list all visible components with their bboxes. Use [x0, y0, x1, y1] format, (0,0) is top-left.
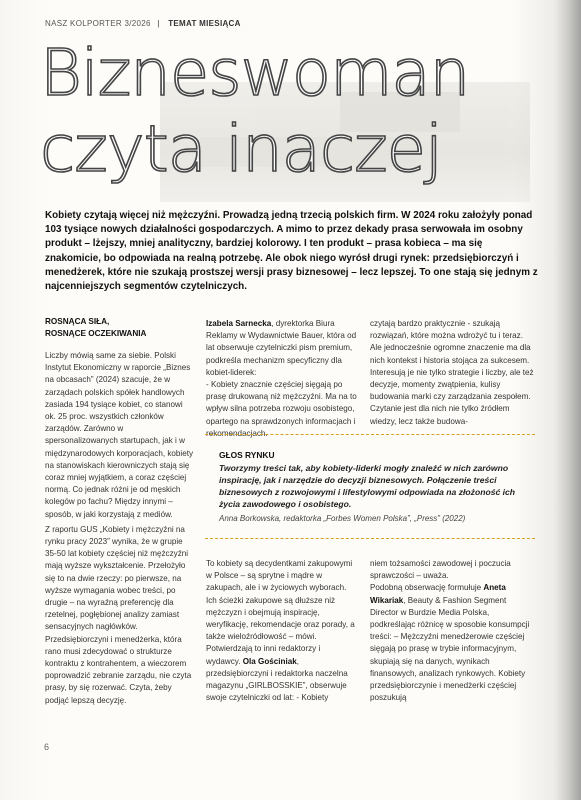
paragraph: Liczby mówią same za siebie. Polski Instytut Ekonomiczny w raporcie „Biznes na obcasach” (2024) szacuje, że w zarządach polskich spółek handlowych zasiada 194 tysiące kobiet, co stanowi ok. 25 proc. wszystkich członków zarządów. Zarówno w spersonalizowanych startupach, jak i w międzynarodowych korporacjach, kobiety na stanowiskach kierowniczych stają się coraz mniej wyjątkiem, a coraz częściej normą. Co jednak różni je od męskich kolegów po fachu? Między innymi – sposób, w jaki korzystają z mediów. [45, 351, 194, 519]
section-label: TEMAT MIESIĄCA [168, 19, 241, 28]
paragraph [370, 582, 535, 704]
column-1 [45, 316, 193, 707]
quote-top-rule [205, 434, 535, 435]
page-number: 6 [44, 742, 50, 752]
kicker-line-1: ROSNĄCA SIŁA, [45, 317, 110, 326]
quote-heading: GŁOS RYNKU [219, 450, 275, 460]
paragraph [206, 558, 356, 704]
column-2-top [206, 318, 358, 440]
person-name: Ola Gościniak [242, 656, 297, 666]
text-span: , Beauty & Fashion Segment Director w Burdzie Media Polska, podkreślając różnicę w sposobie konsumpcji treści: – Mężczyźni menedżerowie częściej sięgają po prasę w trybie informacyjnym, skupiają się na danych, wynikach finansowych, analizach rynkowych. Kobiety przedsiębiorczynie i menedżerki częściej poszukują [370, 595, 530, 703]
text-span: , przedsiębiorczyni i redaktorka naczelna magazynu „GIRLBOSSKIE”, obserwuje swoje czytelniczki od lat: - Kobiety [206, 656, 348, 703]
title-line-2: czyta inaczej [40, 113, 442, 187]
text-span: , dyrektorka Biura Reklamy w Wydawnictwie Bauer, która od lat obserwuje czytelniczki pism premium, podkreśla mechanizm specyficzny dla kobiet-liderek: [206, 319, 357, 377]
lead-paragraph: Kobiety czytają więcej niż mężczyźni. Prowadzą jedną trzecią polskich firm. W 2024 roku założyły ponad 103 tysiące nowych działalności gospodarczych. A mimo to przez dekady prasa serwowała im osobny produkt – lżejszy, mniej analityczny, bardziej kolorowy. I ten produkt – prasa kobieca – ma się znakomicie, bo odpowiada na realną potrzebę. Ale obok niego wyrósł drugi rynek: przedsiębiorczyń i menedżerek, które nie szukają prostszej wersji prasy biznesowej – lecz lepszej. To one stają się jednym z najcenniejszych segmentów czytelniczych. [45, 210, 538, 293]
article-title [40, 36, 469, 188]
pull-quote-box [205, 434, 535, 534]
column-3-bottom [370, 558, 535, 704]
section-kicker [45, 316, 193, 340]
issue-label: NASZ KOLPORTER 3/2026 [45, 19, 151, 28]
quote-text: Tworzymy treści tak, aby kobiety-liderki mogły znaleźć w nich zarówno inspirację, jak i narzędzie do decyzji biznesowych. Połączenie treści biznesowych z rozwojowymi i lifestylowymi odpowiada na złożoność ich życia zawodowego i osobistego. [219, 463, 516, 509]
paragraph: - Kobiety znacznie częściej sięgają po prasę drukowaną niż mężczyźni. Ma na to wpływ silna potrzeba rozwoju osobistego, opartego na sprawdzonych informacjach i rekomendacjach. [206, 380, 357, 438]
running-header [45, 19, 241, 28]
column-2-bottom [206, 558, 356, 704]
text-span: To kobiety są decydentkami zakupowymi w Polsce – są sprytne i mądre w zakupach, ale i w życiowych wyborach. Ich ścieżki zakupowe są dłuższe niż mężczyzn i obejmują inspirację, weryfikację, rekomendacje oraz porady, a także wieloźródłowość – mówi. Potwierdzają to inni redaktorzy i wydawcy. [206, 559, 355, 666]
paragraph [206, 318, 358, 379]
text-span: Podobną obserwację formułuje [370, 583, 482, 593]
quote-attribution: Anna Borkowska, redaktorka „Forbes Women Polska”, „Press” (2022) [219, 514, 466, 523]
column-3-top: czytają bardzo praktycznie - szukają rozwiązań, które można wdrożyć tu i teraz. Ale jednocześnie ogromne znaczenie ma dla nich kontekst i historia stojąca za sukcesem. Interesują je nie tylko strategie i liczby, ale też decyzje, momenty zwątpienia, kulisy budowania marki czy zarządzania zespołem. Czytanie jest dla nich nie tylko źródłem wiedzy, lecz także budowa- [370, 319, 534, 426]
header-separator: | [157, 19, 160, 28]
person-name: Aneta Wikariak [370, 583, 506, 605]
person-name: Izabela Sarnecka [206, 319, 272, 328]
kicker-line-2: ROSNĄCE OCZEKIWANIA [45, 329, 147, 338]
paragraph: niem tożsamości zawodowej i poczucia sprawczości – uważa. [370, 559, 511, 581]
paragraph: Z raportu GUS „Kobiety i mężczyźni na rynku pracy 2023” wynika, że w grupie 35-50 lat kobiety częściej niż mężczyźni mają wyższe wykształcenie. Przełożyło się to na dwie rzeczy: po pierwsze, na wyższe wymagania wobec treści, po drugie – na wyraźną preferencję dla rzetelnej, pogłębionej analizy zamiast sensacyjnych nagłówków. Przedsiębiorczyni i menedżerka, która rano musi zdecydować o strukturze kontraktu z kontrahentem, a wieczorem poprowadzić zebranie zarządu, nie czyta prasy, by się rozerwać. Czyta, żeby podjąć lepszą decyzję. [45, 524, 192, 705]
quote-bottom-rule [205, 538, 535, 539]
page-edge-shadow [553, 0, 581, 800]
title-line-1: Bizneswoman [40, 37, 470, 111]
